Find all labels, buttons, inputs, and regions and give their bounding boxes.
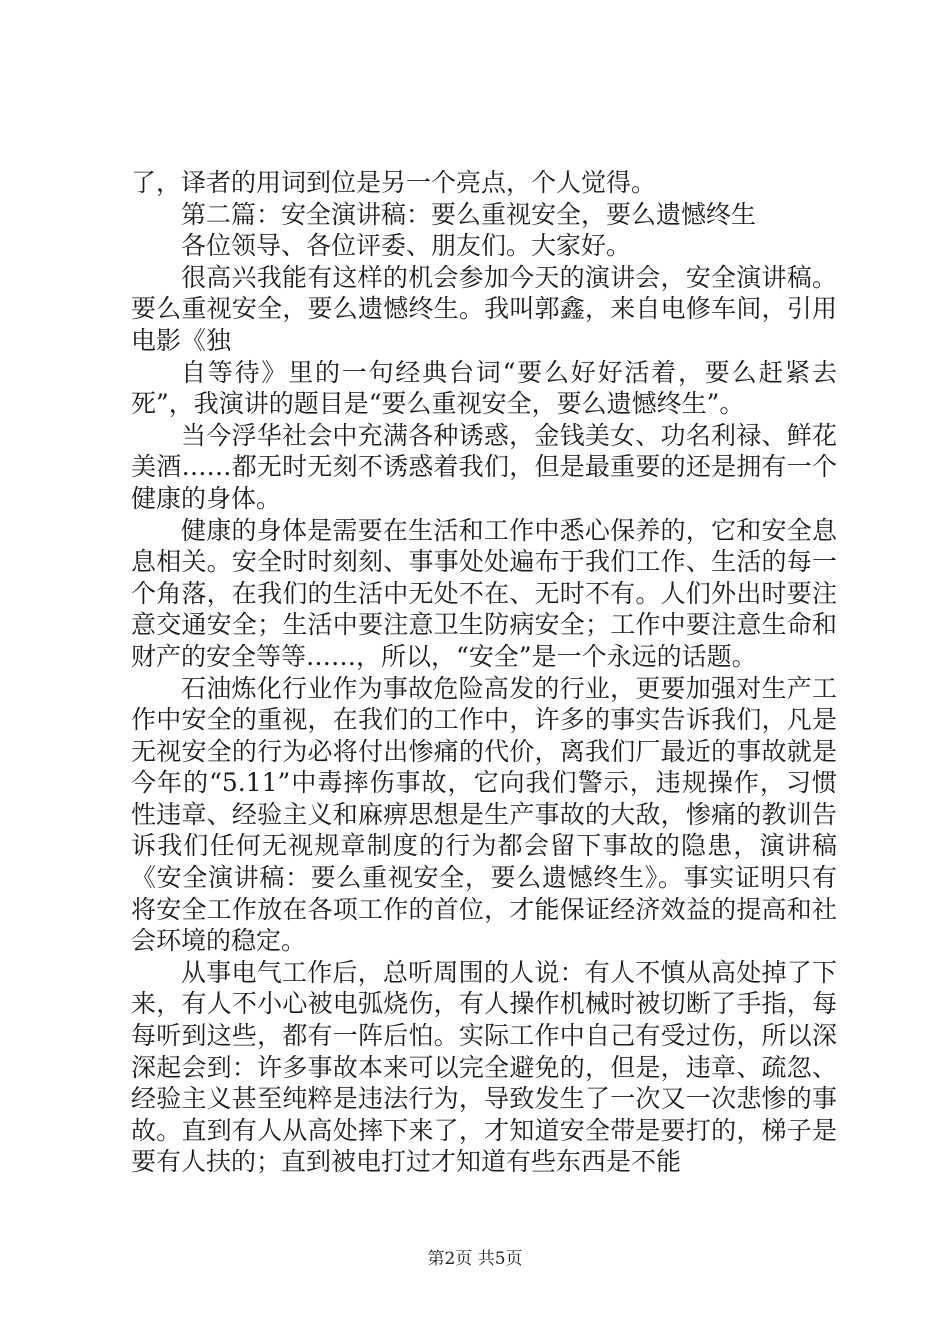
paragraph: 从事电气工作后，总听周围的人说：有人不慎从高处掉了下来，有人不小心被电弧烧伤，有人操作机械时被切断了手指，每每听到这些，都有一阵后怕。实际工作中自己有受过伤，所以深深起会到：许多事故本来可以完全避免的，但是，违章、疏忽、经验主义甚至纯粹是违法行为，导致发生了一次又一次悲惨的事故。直到有人从高处摔下来了，才知道安全带是要打的，梯子是要有人扶的；直到被电打过才知道有些东西是不能 (131, 957, 837, 1177)
paragraph: 健康的身体是需要在生活和工作中悉心保养的，它和安全息息相关。安全时时刻刻、事事处处遍布于我们工作、生活的每一个角落，在我们的生活中无处不在、无时不有。人们外出时要注意交通安全；生活中要注意卫生防病安全；工作中要注意生命和财产的安全等等……，所以，“安全”是一个永远的话题。 (131, 515, 837, 671)
paragraph: 了，译者的用词到位是另一个亮点，个人觉得。 (131, 168, 657, 197)
paragraph: 很高兴我能有这样的机会参加今天的演讲会，安全演讲稿。要么重视安全，要么遗憾终生。我叫郭鑫，来自电修车间，引用电影《独 (131, 262, 837, 355)
paragraph: 自等待》里的一句经典台词“要么好好活着，要么赶紧去死”，我演讲的题目是“要么重视安全，要么遗憾终生”。 (131, 357, 837, 419)
paragraph: 当今浮华社会中充满各种诱惑，金钱美女、功名利禄、鲜花美酒……都无时无刻不诱惑着我们，但是最重要的还是拥有一个健康的身体。 (131, 420, 837, 513)
paragraph: 各位领导、各位评委、朋友们。大家好。 (181, 231, 632, 261)
page-number-footer: 第2页 共5页 (427, 1249, 523, 1269)
paragraph: 石油炼化行业作为事故危险高发的行业，更要加强对生产工作中安全的重视，在我们的工作中，许多的事实告诉我们，凡是无视安全的行为必将付出惨痛的代价，离我们厂最近的事故就是今年的“5.11”中毒摔伤事故，它向我们警示，违规操作，习惯性违章、经验主义和麻痹思想是生产事故的大敌，惨痛的教训告诉我们任何无视规章制度的行为都会留下事故的隐患，演讲稿《安全演讲稿：要么重视安全，要么遗憾终生》。事实证明只有将安全工作放在各项工作的首位，才能保证经济效益的提高和社会环境的稳定。 (131, 673, 837, 956)
paragraph: 第二篇：安全演讲稿：要么重视安全，要么遗憾终生 (181, 199, 757, 229)
document-body (131, 167, 837, 1178)
